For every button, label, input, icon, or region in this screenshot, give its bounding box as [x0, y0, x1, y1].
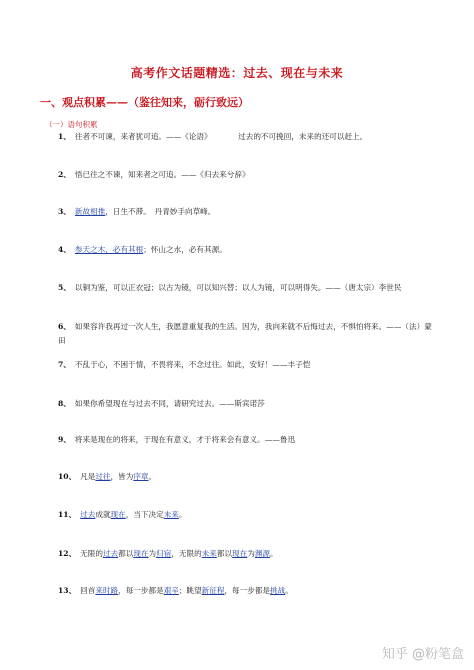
quote-text: 悟已往之不谏，知来者之可追。——《归去来兮辞》: [74, 170, 250, 179]
quote-item: [58, 205, 438, 219]
quote-number: 2、: [58, 170, 71, 179]
watermark: 知乎 @粉笔盒: [381, 647, 464, 662]
quote-text: 为: [148, 549, 157, 558]
highlighted-phrase: 渊源: [254, 549, 271, 558]
highlighted-phrase: 序章: [133, 472, 149, 481]
quote-text: 为: [247, 549, 255, 558]
quote-text: 成就: [95, 510, 111, 519]
highlighted-phrase: 新故相推: [74, 207, 106, 216]
quote-text: ，无限的: [171, 549, 202, 558]
quote-item: [58, 358, 438, 372]
quote-number: 10、: [58, 472, 77, 481]
quote-text: 都以: [118, 549, 134, 558]
quote-number: 13、: [58, 586, 77, 595]
quote-number: 6、: [58, 322, 71, 331]
quote-item: [58, 508, 438, 522]
quote-item: [58, 130, 438, 144]
quote-text: 回首: [80, 586, 96, 595]
highlighted-phrase: 过去: [80, 510, 96, 519]
highlighted-phrase: 现在: [110, 510, 126, 519]
quote-text: 。: [178, 510, 187, 519]
quote-text: 。: [148, 472, 157, 481]
quote-number: 12、: [58, 549, 77, 558]
quote-text: 往者不可谏，来者犹可追。——《论语》: [74, 132, 208, 141]
highlighted-phrase: 挑战: [270, 586, 286, 595]
highlighted-phrase: 来时路: [95, 586, 119, 595]
quote-text: 凡是: [80, 472, 96, 481]
highlighted-phrase: 未来: [163, 510, 179, 519]
quote-text: 不乱于心，不困于情，不畏将来，不念过往。如此，安好！——丰子恺: [74, 360, 311, 369]
quote-text: 无限的: [80, 549, 103, 558]
highlighted-phrase: 参天之木，必有其根: [74, 245, 144, 254]
quote-text: ，皆为: [110, 472, 134, 481]
quote-text: 都以: [216, 549, 233, 558]
quote-item: [58, 584, 438, 598]
highlighted-phrase: 现在: [133, 549, 149, 558]
highlighted-phrase: 未来: [201, 549, 217, 558]
quote-text: ，每一步都是: [118, 586, 164, 595]
quote-text: 将来是现在的将来，于现在有意义，才于将来会有意义。——鲁迅: [74, 435, 296, 444]
quote-number: 3、: [58, 207, 71, 216]
quote-item: [58, 243, 438, 257]
quote-number: 4、: [58, 245, 71, 254]
quote-number: 5、: [58, 283, 71, 292]
highlighted-phrase: 过去: [102, 549, 119, 558]
quote-number: 9、: [58, 435, 71, 444]
quote-item: [58, 547, 438, 561]
highlighted-phrase: 过往: [95, 472, 111, 481]
highlighted-phrase: 艰辛: [163, 586, 179, 595]
quote-item: [58, 397, 438, 411]
quote-item: [58, 433, 438, 447]
quote-number: 1、: [58, 132, 71, 141]
highlighted-phrase: 现在: [232, 549, 248, 558]
quote-text: 以铜为鉴，可以正衣冠；以古为镜，可以知兴替；以人为镜，可以明得失。——（唐太宗）李世民: [74, 283, 402, 292]
quote-text: ，每一步都是: [224, 586, 271, 595]
quote-text: ，当下决定: [125, 510, 164, 519]
quote-item: [58, 470, 438, 484]
quote-text: 。: [270, 549, 278, 558]
quote-text: ；怀山之水，必有其源。: [143, 245, 227, 254]
quote-text: 。: [285, 586, 293, 595]
quote-number: 11、: [58, 510, 77, 519]
subsection-heading: （一）语句积累: [45, 120, 98, 129]
quote-text: 过去的不可挽回，未来的还可以赶上。: [207, 132, 368, 141]
highlighted-phrase: 新征程: [201, 586, 225, 595]
page-title: 高考作文话题精选：过去、现在与未来: [130, 66, 344, 80]
quote-text: ；眺望: [178, 586, 202, 595]
quote-number: 7、: [58, 360, 71, 369]
quote-text: ，日生不滞。 丹青妙手向草峰。: [105, 207, 216, 216]
quote-text: 如果容许我再过一次人生，我愿意重复我的生活。因为，我向来就不后悔过去，不惧怕将来。——（法）蒙田: [58, 322, 432, 345]
quote-number: 8、: [58, 399, 71, 408]
quote-item: [58, 320, 438, 348]
quote-item: [58, 168, 438, 182]
quote-item: [58, 281, 438, 295]
quote-text: 如果你希望现在与过去不同，请研究过去。——斯宾诺莎: [74, 399, 265, 408]
highlighted-phrase: 归宿: [156, 549, 172, 558]
section-heading: 一、观点积累——（鉴往知来，砺行致远）: [40, 96, 249, 109]
